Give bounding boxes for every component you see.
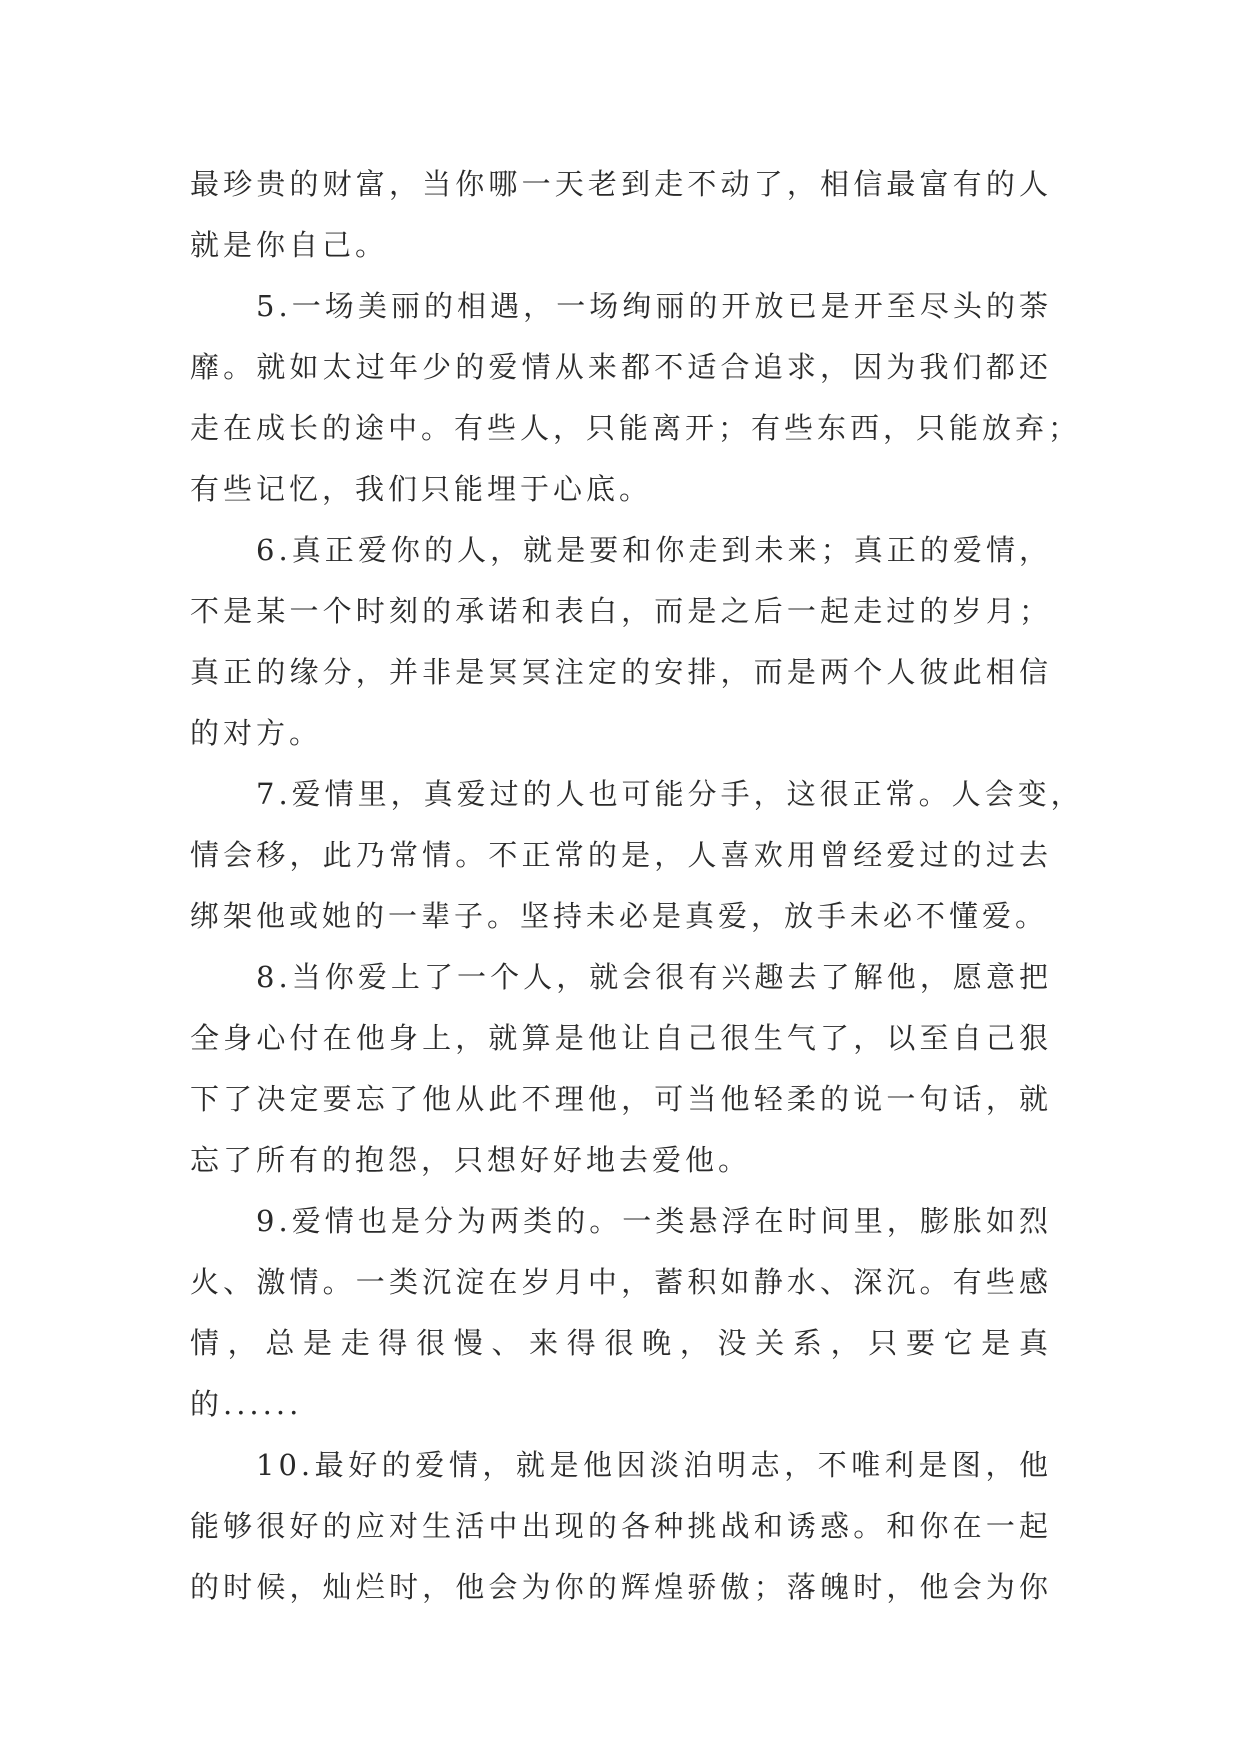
- text-line: 最珍贵的财富，当你哪一天老到走不动了，相信最富有的人: [190, 167, 1052, 201]
- text-line: 情，总是走得很慢、来得很晚，没关系，只要它是真: [190, 1326, 1052, 1360]
- paragraph-start-9: 9.爱情也是分为两类的。一类悬浮在时间里，膨胀如烈: [256, 1204, 1052, 1238]
- text-line: 的时候，灿烂时，他会为你的辉煌骄傲；落魄时，他会为你: [190, 1570, 1052, 1604]
- text-line: 的对方。: [190, 716, 323, 750]
- text-line: 就是你自己。: [190, 228, 389, 262]
- text-line: 火、激情。一类沉淀在岁月中，蓄积如静水、深沉。有些感: [190, 1265, 1052, 1299]
- text-line: 能够很好的应对生活中出现的各种挑战和诱惑。和你在一起: [190, 1509, 1052, 1543]
- paragraph-start-7: 7.爱情里，真爱过的人也可能分手，这很正常。人会变，: [256, 777, 1084, 811]
- text-line: 忘了所有的抱怨，只想好好地去爱他。: [190, 1143, 752, 1177]
- document-body: [190, 154, 1084, 1618]
- text-line: 绑架他或她的一辈子。坚持未必是真爱，放手未必不懂爱。: [190, 899, 1049, 933]
- paragraph-start-6: 6.真正爱你的人，就是要和你走到未来；真正的爱情，: [256, 533, 1052, 567]
- text-line: 不是某一个时刻的承诺和表白，而是之后一起走过的岁月；: [190, 594, 1052, 628]
- text-line: 走在成长的途中。有些人，只能离开；有些东西，只能放弃；: [190, 411, 1082, 445]
- text-line: 全身心付在他身上，就算是他让自己很生气了，以至自己狠: [190, 1021, 1052, 1055]
- text-line: 的......: [190, 1387, 303, 1421]
- paragraph-start-5: 5.一场美丽的相遇，一场绚丽的开放已是开至尽头的荼: [256, 289, 1052, 323]
- paragraph-start-8: 8.当你爱上了一个人，就会很有兴趣去了解他，愿意把: [256, 960, 1052, 994]
- text-line: 靡。就如太过年少的爱情从来都不适合追求，因为我们都还: [190, 350, 1052, 384]
- paragraph-start-10: 10.最好的爱情，就是他因淡泊明志，不唯利是图，他: [256, 1448, 1052, 1482]
- text-line: 真正的缘分，并非是冥冥注定的安排，而是两个人彼此相信: [190, 655, 1052, 689]
- text-line: 情会移，此乃常情。不正常的是，人喜欢用曾经爱过的过去: [190, 838, 1052, 872]
- text-line: 下了决定要忘了他从此不理他，可当他轻柔的说一句话，就: [190, 1082, 1052, 1116]
- text-line: 有些记忆，我们只能埋于心底。: [190, 472, 653, 506]
